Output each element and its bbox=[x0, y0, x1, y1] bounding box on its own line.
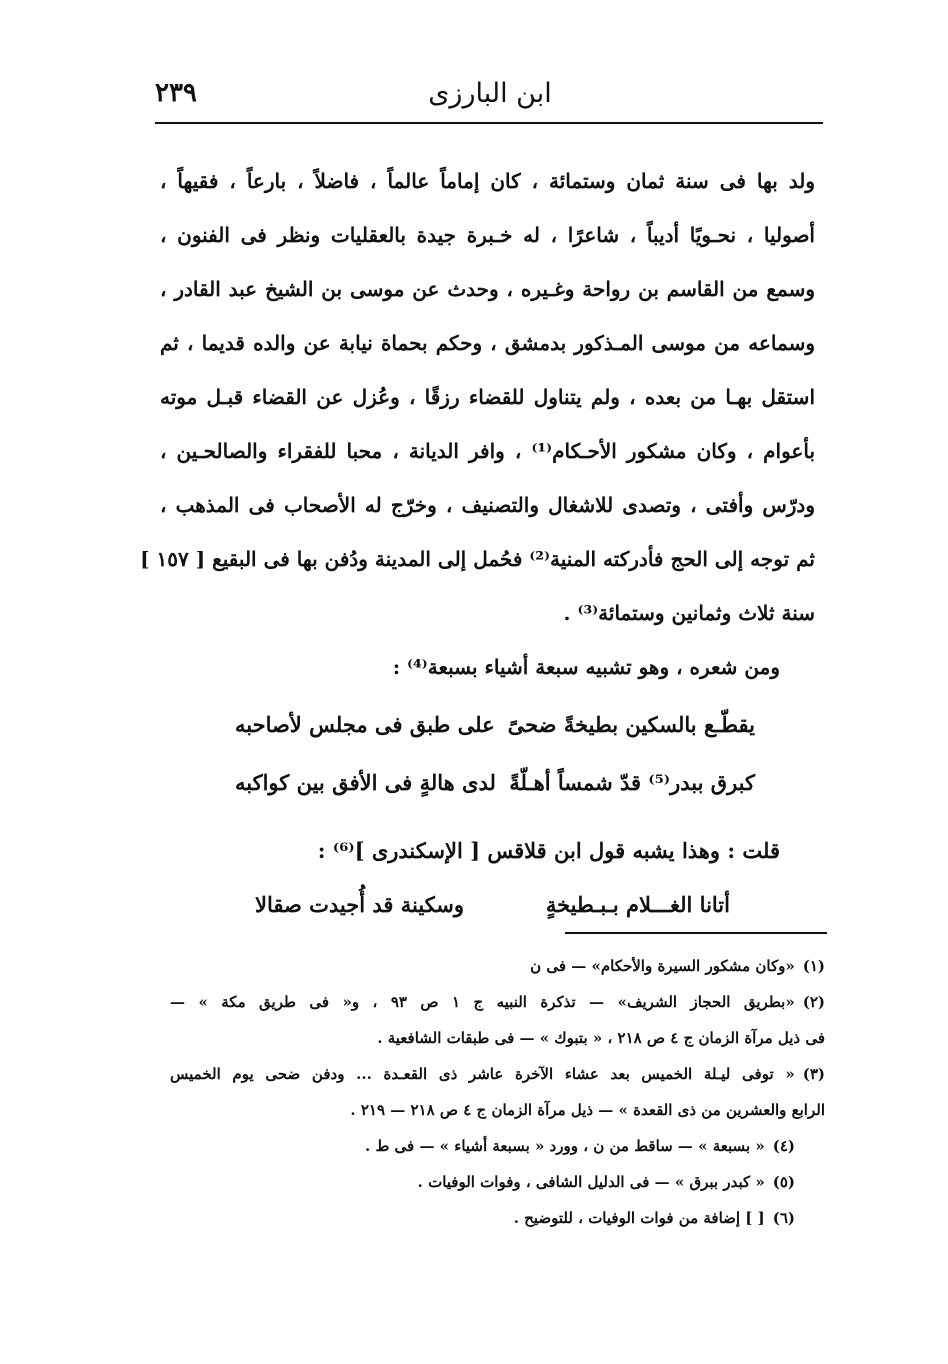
page-header bbox=[155, 72, 825, 112]
footnote-text: [ ] إضافة من فوات الوفيات ، للتوضيح . bbox=[513, 1209, 765, 1227]
footnote-line bbox=[170, 1164, 825, 1200]
quote-verse bbox=[255, 880, 730, 930]
footnote-text: الرابع والعشرين من ذى القعدة » — ذيل مرآة الزمان ج ٤ ص ٢١٨ — ٢١٩ . bbox=[350, 1101, 825, 1119]
verse-first-hemistich: كبرق ببدر⁽⁵⁾ قدّ شمساً أهـلّةً bbox=[509, 770, 755, 795]
footnote-text: « كبدر ببرق » — فى الدليل الشافى ، وفوات الوفيات . bbox=[417, 1173, 765, 1191]
footnote-rule bbox=[565, 932, 827, 934]
footnote-line bbox=[170, 1056, 825, 1092]
verse-first-hemistich: أتانا الغـــلام بـبـطيخةٍ bbox=[545, 892, 730, 917]
quote-intro: قلت : وهذا يشبه قول ابن قلاقس [ الإسكندرى ]⁽⁶⁾ : bbox=[317, 838, 780, 863]
text-line: ثم توجه إلى الحج فأدركته المنية⁽²⁾ فحُمل إلى المدينة ودُفن بها فى البقيع [ ١٥٧ ] bbox=[140, 547, 815, 571]
footnote-line bbox=[170, 948, 825, 984]
header-rule bbox=[155, 122, 823, 124]
footnote-number: (٦) bbox=[772, 1209, 795, 1227]
main-paragraph bbox=[140, 154, 816, 640]
footnote-text: « بسبعة » — ساقط من ن ، وورد « بسبعة أشياء » — فى ط . bbox=[365, 1137, 765, 1155]
verse-second-hemistich: على طبق فى مجلس لأصاحبه bbox=[235, 712, 495, 737]
footnote-line bbox=[170, 1020, 825, 1056]
footnote-number: (٥) bbox=[772, 1173, 795, 1191]
text-line: أصوليا ، نحـويًا أديباً ، شاعرًا ، له خـبرة جيدة بالعقليات ونظر فى الفنون ، bbox=[160, 223, 815, 247]
footnote-number: (٣) bbox=[802, 1065, 825, 1083]
footnotes bbox=[170, 948, 825, 1236]
verse-second-hemistich: لدى هالةٍ فى الأفق بين كواكبه bbox=[235, 770, 496, 795]
footnote-line bbox=[170, 984, 825, 1020]
poem-verse bbox=[235, 700, 755, 750]
verse-first-hemistich: يقطّـع بالسكين بطيخةً ضحىً bbox=[507, 712, 755, 737]
poem-intro: ومن شعره ، وهو تشبيه سبعة أشياء بسبعة⁽⁴⁾ : bbox=[392, 655, 780, 679]
text-line: وسماعه من موسى المـذكور بدمشق ، وحكم بحماة نيابة عن والده قديما ، ثم bbox=[160, 331, 815, 355]
footnote-line bbox=[170, 1092, 825, 1128]
footnote-number: (١) bbox=[802, 957, 825, 975]
footnote-text: «وكان مشكور السيرة والأحكام» — فى ن bbox=[530, 957, 795, 975]
footnote-number: (٢) bbox=[802, 993, 825, 1011]
footnote-text: «بطريق الحجاز الشريف» — تذكرة النبيه ج ١ ص ٩٣ ، و« فى طريق مكة » — bbox=[170, 993, 795, 1011]
footnote-number: (٤) bbox=[772, 1137, 795, 1155]
text-line: ودرّس وأفتى ، وتصدى للاشغال والتصنيف ، وخرّج له الأصحاب فى المذهب ، bbox=[160, 493, 815, 517]
verse-second-hemistich: وسكينة قد أُجيدت صقالا bbox=[255, 892, 465, 917]
footnote-text: فى ذيل مرآة الزمان ج ٤ ص ٢١٨ ، « بتبوك » — فى طبقات الشافعية . bbox=[377, 1029, 825, 1047]
page-number: ٢٣٩ bbox=[155, 78, 197, 108]
running-title: ابن البارزى bbox=[428, 78, 552, 109]
footnote-line bbox=[170, 1128, 825, 1164]
text-line: وسمع من القاسم بن رواحة وغـيره ، وحدث عن موسى بن الشيخ عبد القادر ، bbox=[160, 277, 815, 301]
text-line: استقل بهـا من بعده ، ولم يتناول للقضاء رزقًا ، وعُزل عن القضاء قبـل موته bbox=[160, 385, 815, 409]
text-line: ولد بها فى سنة ثمان وستمائة ، كان إماماً عالماً ، فاضلاً ، بارعاً ، فقيهاً ، bbox=[160, 169, 815, 193]
footnote-text: « توفى ليـلة الخميس بعد عشاء الآخرة عاشر ذى القعـدة ... ودفن ضحى يوم الخميس bbox=[170, 1065, 795, 1083]
text-line: بأعوام ، وكان مشكور الأحـكام⁽¹⁾ ، وافر الديانة ، محبا للفقراء والصالحـين ، bbox=[160, 439, 816, 463]
footnote-line bbox=[170, 1200, 825, 1236]
poem-verse bbox=[235, 758, 755, 808]
text-line: سنة ثلاث وثمانين وستمائة⁽³⁾ . bbox=[563, 601, 815, 625]
